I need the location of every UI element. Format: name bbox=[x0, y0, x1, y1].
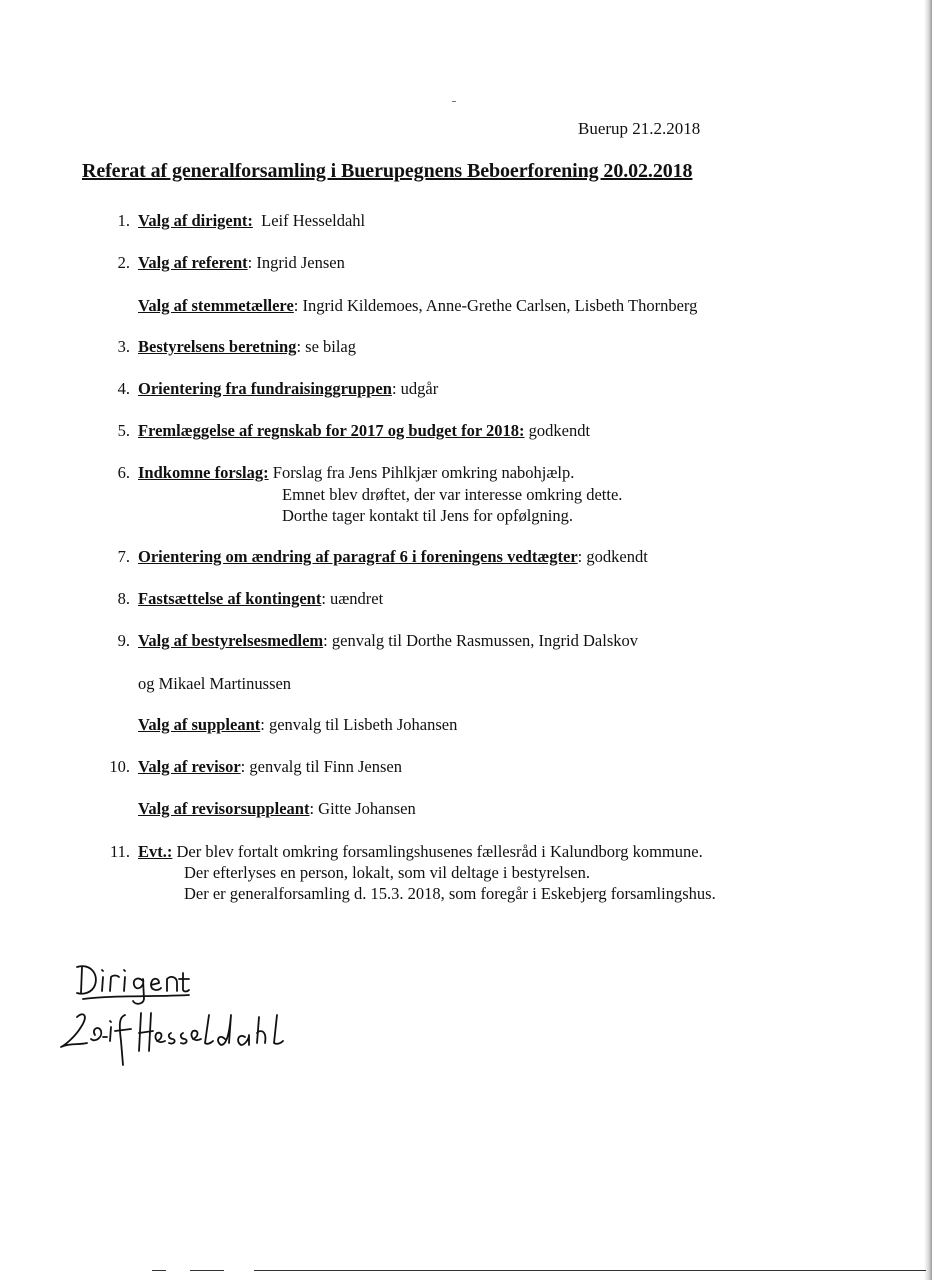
item-label: Fastsættelse af kontingent bbox=[138, 589, 322, 608]
scan-footer-mark bbox=[190, 1270, 224, 1271]
item-label: Valg af referent bbox=[138, 253, 248, 272]
item-number: 7. bbox=[117, 547, 130, 566]
item-label: Valg af revisor bbox=[138, 757, 241, 776]
item-9-continuation: og Mikael Martinussen bbox=[138, 674, 292, 693]
scan-footer-mark bbox=[152, 1270, 166, 1271]
item-6-continuation-1: Emnet blev drøftet, der var interesse omkring dette. bbox=[282, 485, 623, 504]
agenda-subitem-suppleant bbox=[138, 714, 457, 735]
item-number: 10. bbox=[109, 757, 130, 776]
item-number: 1. bbox=[117, 211, 130, 230]
scan-footer-line bbox=[254, 1270, 926, 1271]
item-label: Evt.: bbox=[138, 842, 173, 861]
item-text: Der blev fortalt omkring forsamlingshusenes fællesråd i Kalundborg kommune. bbox=[172, 842, 703, 861]
item-number: 2. bbox=[117, 253, 130, 272]
item-text: Forslag fra Jens Pihlkjær omkring nabohjælp. bbox=[268, 463, 575, 482]
handwritten-signature bbox=[55, 955, 295, 1075]
item-label: Orientering fra fundraisinggruppen bbox=[138, 379, 392, 398]
item-text: : Gitte Johansen bbox=[309, 799, 416, 818]
item-label: Valg af revisorsuppleant bbox=[138, 799, 310, 818]
item-text: : udgår bbox=[391, 379, 439, 398]
item-label: Valg af stemmetællere bbox=[138, 296, 294, 315]
item-text: Leif Hesseldahl bbox=[252, 211, 366, 230]
agenda-subitem-revisorsuppleant bbox=[138, 798, 416, 819]
item-6-continuation-2: Dorthe tager kontakt til Jens for opfølgning. bbox=[282, 506, 573, 525]
item-text: : Ingrid Kildemoes, Anne-Grethe Carlsen, Lisbeth Thornberg bbox=[293, 296, 698, 315]
item-text: : uændret bbox=[321, 589, 384, 608]
document-title: Referat af generalforsamling i Buerupegnens Beboerforening 20.02.2018 bbox=[82, 160, 693, 182]
item-label: Bestyrelsens beretning bbox=[138, 337, 297, 356]
item-label: Valg af suppleant bbox=[138, 715, 261, 734]
item-number: 9. bbox=[117, 631, 130, 650]
item-text: : se bilag bbox=[296, 337, 357, 356]
item-label: Valg af dirigent: bbox=[138, 211, 253, 230]
item-number: 5. bbox=[117, 421, 130, 440]
item-text: : godkendt bbox=[577, 547, 648, 566]
item-label: Indkomne forslag: bbox=[138, 463, 269, 482]
item-number: 3. bbox=[117, 337, 130, 356]
agenda-subitem-stemmetaellere bbox=[138, 295, 697, 316]
item-label: Valg af bestyrelsesmedlem bbox=[138, 631, 324, 650]
item-text: godkendt bbox=[524, 421, 591, 440]
scan-edge-shadow bbox=[924, 0, 932, 1280]
item-label: Fremlæggelse af regnskab for 2017 og budget for 2018: bbox=[138, 421, 525, 440]
scan-speck bbox=[452, 101, 456, 102]
item-11-continuation-2: Der er generalforsamling d. 15.3. 2018, som foregår i Eskebjerg forsamlingshus. bbox=[184, 884, 716, 903]
item-text: : genvalg til Finn Jensen bbox=[240, 757, 402, 776]
item-number: 11. bbox=[109, 842, 130, 861]
item-11-continuation-1: Der efterlyses en person, lokalt, som vil deltage i bestyrelsen. bbox=[184, 863, 590, 882]
item-number: 6. bbox=[117, 463, 130, 482]
item-label: Orientering om ændring af paragraf 6 i foreningens vedtægter bbox=[138, 547, 578, 566]
item-text: : Ingrid Jensen bbox=[247, 253, 345, 272]
item-number: 8. bbox=[117, 589, 130, 608]
document-date: Buerup 21.2.2018 bbox=[578, 119, 701, 138]
item-number: 4. bbox=[117, 379, 130, 398]
item-text: : genvalg til Dorthe Rasmussen, Ingrid Dalskov bbox=[323, 631, 638, 650]
item-text: : genvalg til Lisbeth Johansen bbox=[260, 715, 458, 734]
